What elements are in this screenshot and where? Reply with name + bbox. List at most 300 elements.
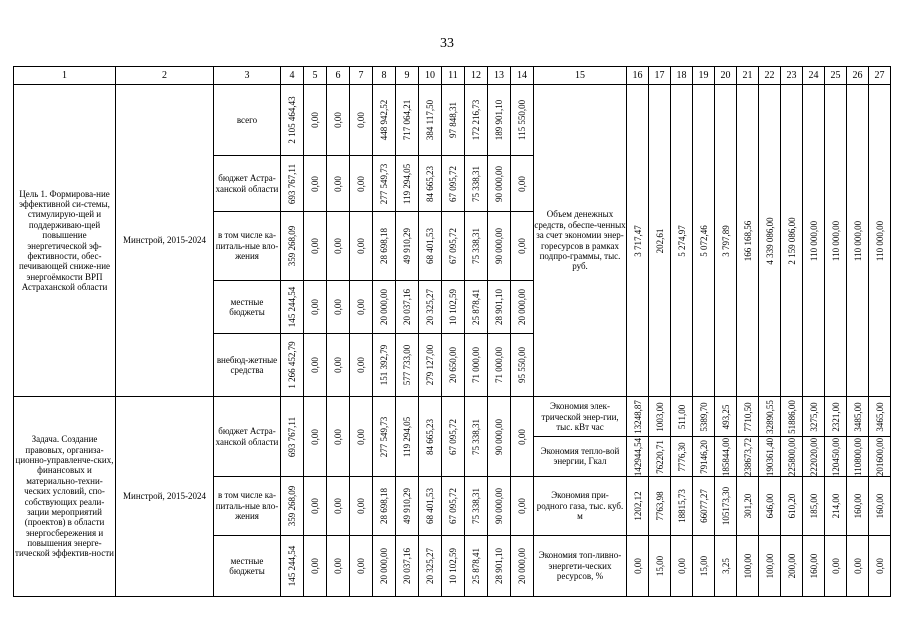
cell-value: 110800,00 [852,437,863,476]
indicator-value-cell [649,536,671,597]
column-header: 5 [304,67,327,85]
indicator-value-box [693,477,714,535]
value-cell [442,477,465,536]
column-header: 22 [759,67,781,85]
cell-value: 0,00 [332,558,343,574]
cell-value: 301,20 [742,493,753,519]
value-cell [281,397,304,477]
cell-value: 160,00 [808,553,819,579]
cell-value: 0,00 [332,175,343,192]
cell-value: 79146,20 [698,439,709,474]
target-value [759,85,781,397]
cell-value: 142944,54 [632,437,643,476]
indicator-value-box [715,477,736,535]
cell-value: 68 401,53 [424,228,435,264]
value-cell [465,156,488,212]
column-header: 9 [396,67,419,85]
cell-value: 0,00 [355,299,366,315]
value-cell [281,281,304,334]
indicator-value-box [803,397,824,436]
funding-source: бюджет Астра-ханской области [214,397,281,477]
cell-value: 13248,87 [632,399,643,434]
indicator-value-box [847,436,868,476]
cell-value: 577 733,00 [401,344,412,386]
cell-value: 20 325,27 [424,289,435,325]
cell-value: 0,00 [355,498,366,514]
table-row [14,85,891,156]
value-cell [304,477,327,536]
cell-value: 0,00 [332,357,343,373]
value-cell [373,156,396,212]
funding-source: внебюд-жетные средства [214,334,281,397]
cell-value: 0,00 [332,112,343,128]
page-number: 33 [440,36,454,51]
funding-source: в том числе ка-питаль-ные вло-жения [214,212,281,281]
value-cell [511,477,534,536]
value-cell [419,212,442,281]
indicator-value-box [649,436,670,476]
cell-value: 0,00 [355,112,366,128]
value-cell [350,334,373,397]
cell-value: 0,00 [332,428,343,445]
indicator-value-cell [693,536,715,597]
column-header: 14 [511,67,534,85]
cell-value: 448 942,52 [378,99,389,141]
program-table [13,66,891,597]
indicator-value-cell [781,536,803,597]
value-cell [350,281,373,334]
indicator-value-box [671,477,692,535]
value-cell [488,212,511,281]
cell-value: 214,00 [830,493,841,519]
value-cell [442,156,465,212]
value-cell [350,212,373,281]
indicator-value-cell [869,397,891,477]
value-cell [350,85,373,156]
cell-value: 0,00 [332,238,343,254]
value-cell [281,156,304,212]
target-value [693,85,715,397]
cell-value: 32890,55 [764,399,775,434]
indicator-value-cell [671,397,693,477]
cell-value: 2 105 464,43 [286,96,297,144]
indicator-value-cell [671,536,693,597]
funding-source: бюджет Астра-ханской области [214,156,281,212]
column-header: 15 [534,67,627,85]
indicator-value-cell [649,477,671,536]
cell-value: 511,00 [676,404,687,429]
cell-value: 202,61 [654,228,665,253]
cell-value: 20 000,00 [516,289,527,325]
task-text: Задача. Создание правовых, организа-ционно-управленче-ских, финансовых и материально-техни-ческих условий, спо-собствующих реали-зации мероприятий (проектов) в области энергосбережения и повышения энерге-тической эффектив-ности [14,397,116,597]
cell-value: 110 000,00 [874,220,885,261]
column-header: 21 [737,67,759,85]
cell-value: 160,00 [852,493,863,519]
cell-value: 0,00 [516,238,527,254]
value-cell [419,281,442,334]
cell-value: 151 392,79 [378,344,389,386]
value-cell [442,281,465,334]
cell-value: 0,00 [516,498,527,514]
cell-value: 28 698,18 [378,228,389,264]
column-header: 19 [693,67,715,85]
cell-value: 20 000,00 [378,548,389,584]
value-cell [511,536,534,597]
indicator-value-cell [693,397,715,477]
indicator-value-box [627,436,648,476]
cell-value: 67 095,72 [447,418,458,455]
column-header: 23 [781,67,803,85]
cell-value: 25 878,41 [470,289,481,325]
value-cell [304,156,327,212]
indicator-value-cell [759,536,781,597]
cell-value: 119 294,05 [401,163,412,204]
indicator-value-box [759,477,780,535]
value-cell [396,281,419,334]
cell-value: 120450,00 [830,437,841,476]
cell-value: 1003,00 [654,401,665,432]
cell-value: 0,00 [516,428,527,445]
target-value [671,85,693,397]
target-value [869,85,891,397]
indicator-value-box [693,397,714,436]
indicator-label: Экономия топ-ливно-энергети-ческих ресурсов, % [538,550,622,582]
column-header: 18 [671,67,693,85]
indicator-value-box [737,477,758,535]
cell-value: 646,00 [764,493,775,519]
cell-value: 0,00 [355,558,366,574]
goal-text: Цель 1. Формирова-ние эффективной си-стемы, стимулирую-щей и поддерживаю-щей повышение энергетической эф-фективности, обес-печивающей сниже-ние энергоёмкости ВРП Астраханской области [14,85,116,397]
cell-value: 145 244,54 [286,286,297,328]
indicator-value-box [693,436,714,476]
value-cell [419,156,442,212]
indicator-value-box [649,397,670,436]
cell-value: 28 901,10 [493,548,504,584]
value-cell [465,85,488,156]
value-cell [465,281,488,334]
table-row [14,397,891,477]
indicator-value-cell [627,536,649,597]
indicator-value-box [781,536,802,596]
value-cell [373,212,396,281]
indicator-value-box [869,436,890,476]
indicator-value-box [759,436,780,476]
indicator-value-cell [715,477,737,536]
value-cell [488,334,511,397]
value-cell [373,85,396,156]
cell-value: 277 549,73 [378,416,389,457]
indicator-value-cell [737,397,759,477]
indicator-name [534,477,627,536]
cell-value: 20 037,16 [401,289,412,325]
cell-value: 68 401,53 [424,488,435,524]
cell-value: 0,00 [516,175,527,192]
column-header: 13 [488,67,511,85]
value-cell [419,536,442,597]
target-value [649,85,671,397]
indicator-value-cell [627,477,649,536]
cell-value: 90 000,00 [493,488,504,524]
value-cell [419,334,442,397]
indicator-label: Экономия элек-трической энер-гии, тыс. кВт час [541,401,619,433]
indicator-value-box [847,536,868,596]
column-header: 3 [214,67,281,85]
cell-value: 115 550,00 [516,99,527,141]
cell-value: 7776,30 [676,441,687,472]
indicator-value-box [627,477,648,535]
indicator-value-cell [847,536,869,597]
column-header: 11 [442,67,465,85]
cell-value: 0,00 [309,112,320,128]
cell-value: 3 717,47 [632,224,643,257]
cell-value: 67 095,72 [447,488,458,524]
indicator-value-box [825,536,846,596]
indicator-value-cell [847,397,869,477]
indicator-label: Экономия тепло-вой энергии, Гкал [534,436,626,475]
indicator-value-cell [693,477,715,536]
cell-value: 10 102,59 [447,289,458,325]
cell-value: 0,00 [309,299,320,315]
value-cell [373,477,396,536]
value-cell [396,85,419,156]
value-cell [281,85,304,156]
indicator-value-cell [759,477,781,536]
cell-value: 110 000,00 [852,220,863,261]
column-header: 16 [627,67,649,85]
cell-value: 279 127,00 [424,344,435,386]
value-cell [327,536,350,597]
cell-value: 189 901,10 [493,99,504,141]
cell-value: 20 325,27 [424,548,435,584]
value-cell [327,156,350,212]
value-cell [396,156,419,212]
indicator-value-box [715,536,736,596]
cell-value: 0,00 [830,558,841,574]
indicator-value-cell [715,536,737,597]
cell-value: 3 797,89 [720,224,731,257]
cell-value: 0,00 [355,357,366,373]
cell-value: 75 338,31 [470,165,481,202]
value-cell [327,212,350,281]
value-cell [281,477,304,536]
indicator-value-cell [803,397,825,477]
cell-value: 51886,00 [786,399,797,434]
indicator-value-box [715,436,736,476]
funding-source: всего [214,85,281,156]
indicator-value-cell [737,536,759,597]
column-header: 2 [116,67,214,85]
value-cell [465,477,488,536]
indicator-value-box [627,397,648,436]
indicator-value-cell [869,477,891,536]
indicator-value-cell [847,477,869,536]
cell-value: 0,00 [332,498,343,514]
value-cell [465,334,488,397]
executor-cell: Минстрой, 2015-2024 [116,85,214,397]
column-header: 17 [649,67,671,85]
cell-value: 71 000,00 [470,347,481,383]
value-cell [304,334,327,397]
value-cell [442,212,465,281]
indicator-value-box [781,477,802,535]
value-cell [419,477,442,536]
column-header: 7 [350,67,373,85]
value-cell [304,536,327,597]
cell-value: 76220,71 [654,439,665,474]
indicator-value-box [825,436,846,476]
cell-value: 145 244,54 [286,545,297,587]
cell-value: 5 274,97 [676,224,687,257]
indicator-value-cell [671,477,693,536]
value-cell [281,536,304,597]
cell-value: 95 550,00 [516,347,527,383]
column-header: 26 [847,67,869,85]
value-cell [373,281,396,334]
value-cell [396,334,419,397]
indicator-value-box [693,536,714,596]
target-value [803,85,825,397]
indicator-value-cell [825,477,847,536]
cell-value: 3,25 [720,558,731,574]
indicator-value-box [649,477,670,535]
value-cell [488,536,511,597]
target-value [781,85,803,397]
value-cell [327,397,350,477]
column-header: 24 [803,67,825,85]
cell-value: 2321,00 [830,401,841,432]
indicator-value-box [869,477,890,535]
value-cell [281,212,304,281]
cell-value: 693 767,11 [286,163,297,204]
cell-value: 28 698,18 [378,488,389,524]
value-cell [511,281,534,334]
value-cell [511,212,534,281]
value-cell [511,156,534,212]
indicator-value-cell [715,397,737,477]
indicator-value-cell [759,397,781,477]
funding-source: в том числе ка-питаль-ные вло-жения [214,477,281,536]
indicator-value-cell [825,397,847,477]
cell-value: 67 095,72 [447,165,458,202]
cell-value: 0,00 [355,428,366,445]
value-cell [488,477,511,536]
indicator-value-box [627,536,648,596]
cell-value: 110 000,00 [808,220,819,261]
value-cell [488,281,511,334]
cell-value: 90 000,00 [493,418,504,455]
value-cell [511,397,534,477]
value-cell [396,536,419,597]
value-cell [350,156,373,212]
indicator-value-box [825,397,846,436]
cell-value: 0,00 [355,175,366,192]
target-value [715,85,737,397]
cell-value: 110 000,00 [830,220,841,261]
indicator-value-box [737,536,758,596]
cell-value: 5 072,46 [698,224,709,257]
indicator-name [534,536,627,597]
cell-value: 201600,00 [874,437,885,476]
value-cell [396,212,419,281]
value-cell [327,477,350,536]
cell-value: 84 665,23 [424,165,435,202]
cell-value: 610,20 [786,493,797,519]
target-value [737,85,759,397]
cell-value: 75 338,31 [470,228,481,264]
value-cell [488,85,511,156]
cell-value: 359 268,09 [286,225,297,267]
indicator-name: Объем денежных средств, обеспе-ченных за счет экономии энер-горесурсов в рамках подпро-граммы, тыс. руб. [534,85,627,397]
cell-value: 90 000,00 [493,228,504,264]
indicator-value-box [803,477,824,535]
cell-value: 66077,27 [698,489,709,523]
cell-value: 238673,72 [742,437,753,476]
indicator-value-cell [781,397,803,477]
target-value [847,85,869,397]
column-header: 10 [419,67,442,85]
cell-value: 190361,40 [764,437,775,476]
column-header: 12 [465,67,488,85]
cell-value: 15,00 [698,555,709,577]
cell-value: 493,25 [720,404,731,429]
column-header: 25 [825,67,847,85]
cell-value: 1202,12 [632,491,643,521]
cell-value: 3485,00 [852,401,863,432]
cell-value: 97 848,31 [447,102,458,138]
indicator-value-box [737,397,758,436]
value-cell [327,281,350,334]
cell-value: 0,00 [852,558,863,574]
value-cell [511,85,534,156]
cell-value: 0,00 [676,558,687,574]
cell-value: 75 338,31 [470,418,481,455]
indicator-value-box [737,436,758,476]
cell-value: 90 000,00 [493,165,504,202]
value-cell [442,334,465,397]
cell-value: 15,00 [654,555,665,577]
column-header: 27 [869,67,891,85]
cell-value: 71 000,00 [493,347,504,383]
column-header: 4 [281,67,304,85]
cell-value: 84 665,23 [424,418,435,455]
indicator-value-box [715,397,736,436]
cell-value: 7710,50 [742,401,753,432]
column-header: 20 [715,67,737,85]
cell-value: 172 216,73 [470,99,481,141]
indicator-value-box [671,397,692,436]
value-cell [511,334,534,397]
cell-value: 0,00 [309,357,320,373]
cell-value: 67 095,72 [447,228,458,264]
cell-value: 2 159 086,00 [786,216,797,265]
cell-value: 20 000,00 [378,289,389,325]
value-cell [304,212,327,281]
value-cell [419,397,442,477]
indicator-value-cell [649,397,671,477]
target-value [825,85,847,397]
cell-value: 3465,00 [874,401,885,432]
value-cell [304,85,327,156]
executor-cell: Минстрой, 2015-2024 [116,397,214,597]
cell-value: 105173,30 [720,486,731,526]
indicator-value-box [649,536,670,596]
cell-value: 75 338,31 [470,488,481,524]
value-cell [396,477,419,536]
indicator-value-cell [869,536,891,597]
column-header: 1 [14,67,116,85]
value-cell [304,397,327,477]
cell-value: 185844,00 [720,437,731,476]
